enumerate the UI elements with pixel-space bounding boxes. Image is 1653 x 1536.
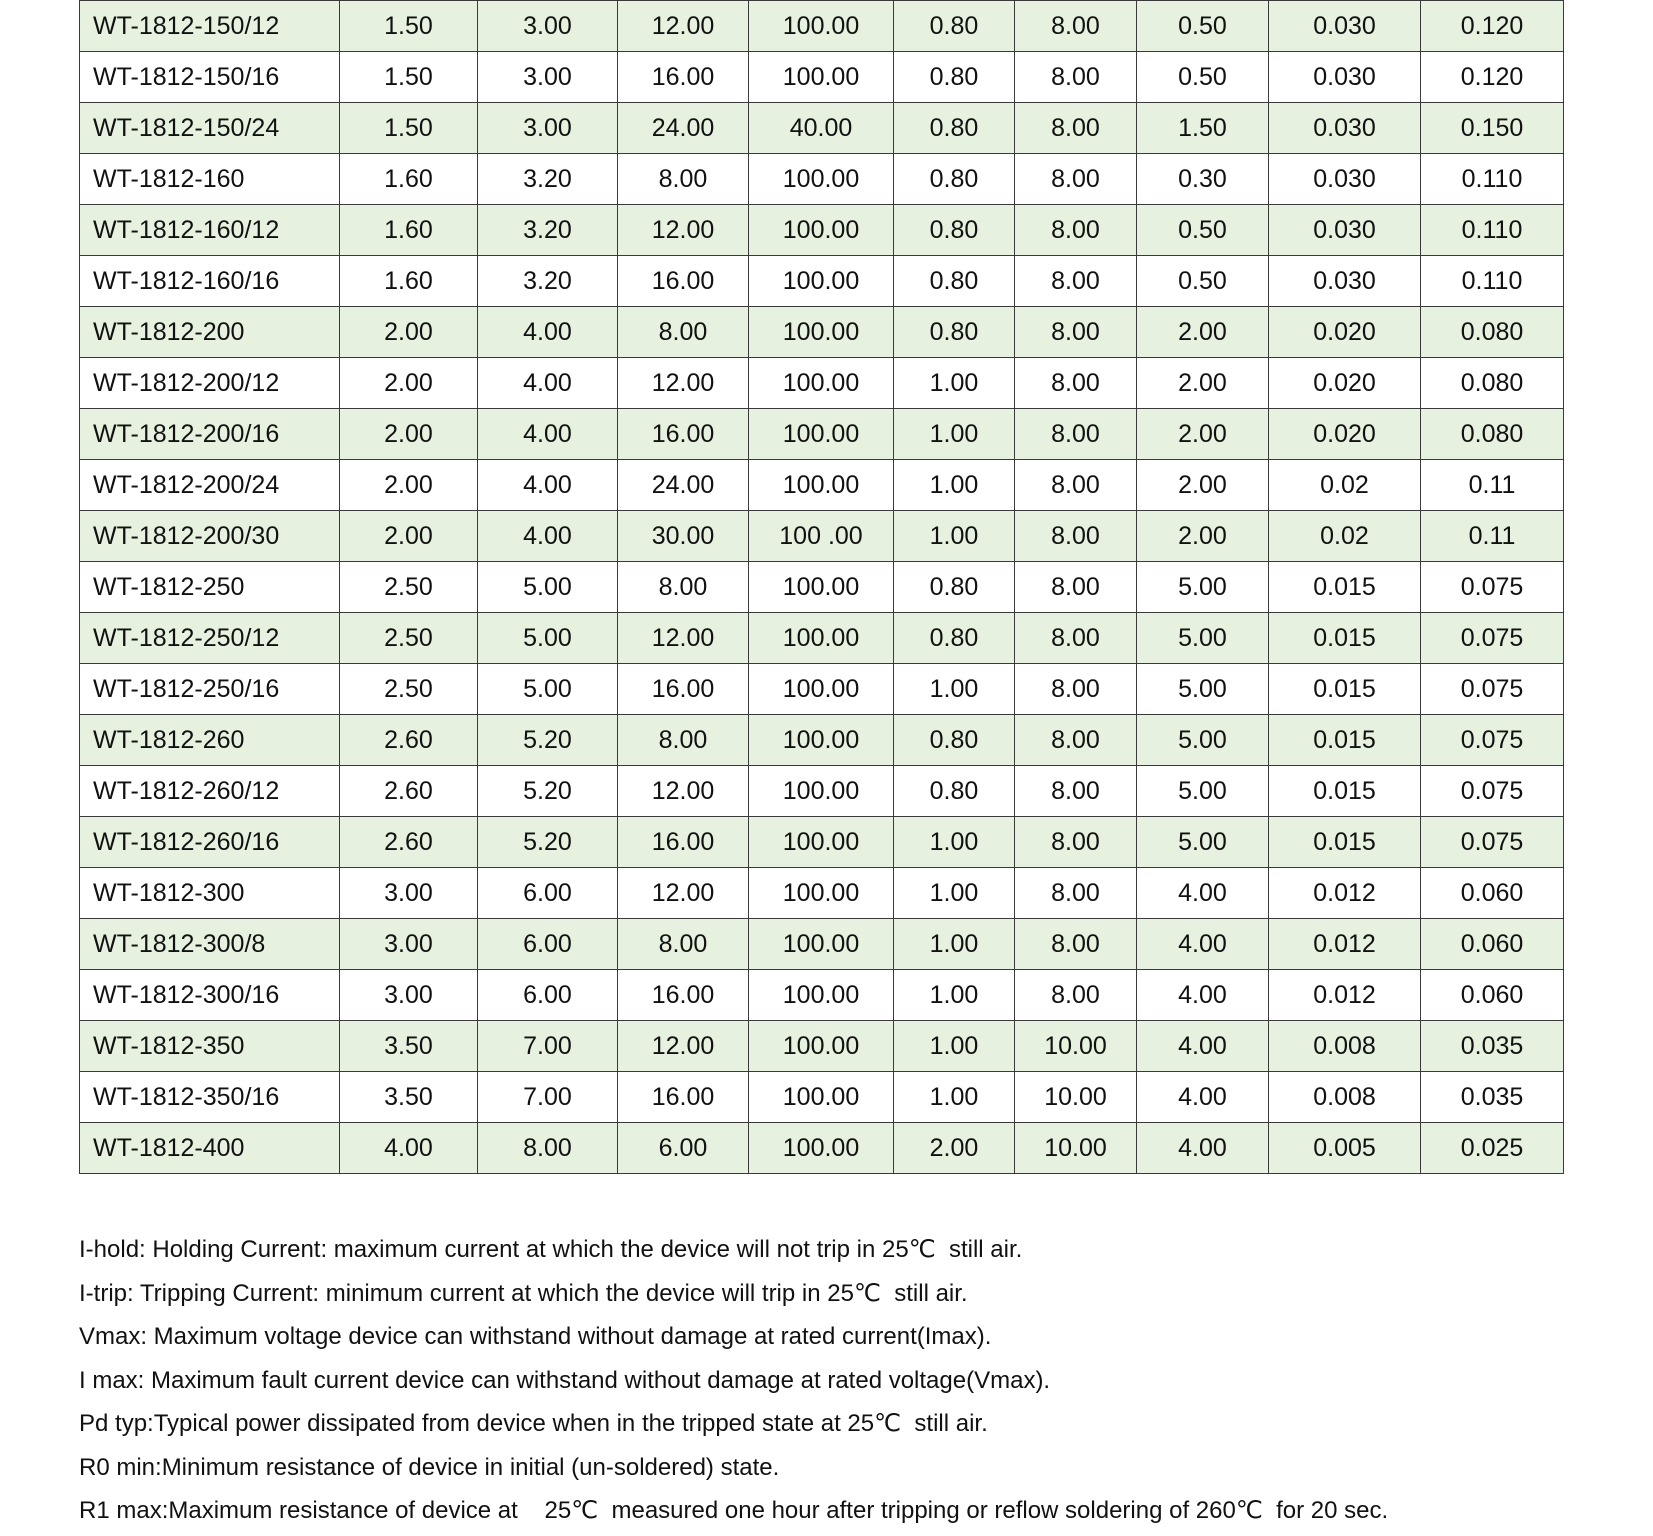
value-cell: 3.00 — [478, 1, 618, 52]
value-cell: 0.075 — [1421, 613, 1564, 664]
table-row — [80, 970, 1564, 1021]
value-cell: 8.00 — [618, 919, 749, 970]
value-cell: 1.50 — [340, 52, 478, 103]
value-cell: 16.00 — [618, 409, 749, 460]
table-row — [80, 205, 1564, 256]
model-cell: WT-1812-350/16 — [80, 1072, 340, 1123]
value-cell: 0.020 — [1269, 307, 1421, 358]
value-cell: 16.00 — [618, 52, 749, 103]
value-cell: 3.20 — [478, 256, 618, 307]
value-cell: 12.00 — [618, 358, 749, 409]
table-row — [80, 1072, 1564, 1123]
table-row — [80, 664, 1564, 715]
value-cell: 3.00 — [478, 52, 618, 103]
value-cell: 5.20 — [478, 817, 618, 868]
value-cell: 100.00 — [749, 205, 894, 256]
value-cell: 3.20 — [478, 205, 618, 256]
value-cell: 0.030 — [1269, 205, 1421, 256]
table-row — [80, 154, 1564, 205]
model-cell: WT-1812-200/24 — [80, 460, 340, 511]
value-cell: 0.80 — [894, 52, 1015, 103]
value-cell: 8.00 — [1015, 613, 1137, 664]
value-cell: 5.00 — [1137, 562, 1269, 613]
model-cell: WT-1812-300 — [80, 868, 340, 919]
value-cell: 5.00 — [478, 562, 618, 613]
table-row — [80, 511, 1564, 562]
value-cell: 8.00 — [1015, 868, 1137, 919]
value-cell: 100.00 — [749, 664, 894, 715]
value-cell: 0.030 — [1269, 154, 1421, 205]
model-cell: WT-1812-260 — [80, 715, 340, 766]
value-cell: 30.00 — [618, 511, 749, 562]
value-cell: 0.015 — [1269, 766, 1421, 817]
value-cell: 2.60 — [340, 766, 478, 817]
value-cell: 16.00 — [618, 256, 749, 307]
value-cell: 16.00 — [618, 970, 749, 1021]
value-cell: 1.50 — [340, 1, 478, 52]
value-cell: 2.00 — [1137, 307, 1269, 358]
value-cell: 8.00 — [618, 562, 749, 613]
value-cell: 0.50 — [1137, 205, 1269, 256]
value-cell: 24.00 — [618, 103, 749, 154]
value-cell: 0.075 — [1421, 817, 1564, 868]
value-cell: 24.00 — [618, 460, 749, 511]
value-cell: 0.015 — [1269, 562, 1421, 613]
value-cell: 2.00 — [340, 358, 478, 409]
table-row — [80, 613, 1564, 664]
table-row — [80, 1, 1564, 52]
value-cell: 0.110 — [1421, 154, 1564, 205]
value-cell: 6.00 — [618, 1123, 749, 1174]
value-cell: 0.11 — [1421, 511, 1564, 562]
value-cell: 100.00 — [749, 766, 894, 817]
model-cell: WT-1812-350 — [80, 1021, 340, 1072]
value-cell: 3.00 — [478, 103, 618, 154]
value-cell: 0.015 — [1269, 715, 1421, 766]
value-cell: 0.110 — [1421, 256, 1564, 307]
value-cell: 0.030 — [1269, 103, 1421, 154]
value-cell: 1.00 — [894, 664, 1015, 715]
model-cell: WT-1812-300/8 — [80, 919, 340, 970]
value-cell: 4.00 — [340, 1123, 478, 1174]
table-row — [80, 562, 1564, 613]
value-cell: 0.075 — [1421, 562, 1564, 613]
value-cell: 3.50 — [340, 1072, 478, 1123]
value-cell: 100.00 — [749, 52, 894, 103]
value-cell: 5.00 — [478, 613, 618, 664]
value-cell: 1.00 — [894, 511, 1015, 562]
value-cell: 0.11 — [1421, 460, 1564, 511]
value-cell: 12.00 — [618, 766, 749, 817]
spec-table — [79, 0, 1564, 1174]
value-cell: 0.50 — [1137, 52, 1269, 103]
value-cell: 0.080 — [1421, 307, 1564, 358]
model-cell: WT-1812-150/16 — [80, 52, 340, 103]
value-cell: 6.00 — [478, 919, 618, 970]
value-cell: 0.80 — [894, 715, 1015, 766]
value-cell: 4.00 — [478, 307, 618, 358]
value-cell: 40.00 — [749, 103, 894, 154]
value-cell: 1.60 — [340, 256, 478, 307]
value-cell: 1.50 — [340, 103, 478, 154]
value-cell: 0.012 — [1269, 919, 1421, 970]
value-cell: 2.00 — [340, 409, 478, 460]
value-cell: 10.00 — [1015, 1072, 1137, 1123]
value-cell: 0.80 — [894, 766, 1015, 817]
value-cell: 0.030 — [1269, 1, 1421, 52]
value-cell: 8.00 — [1015, 664, 1137, 715]
value-cell: 0.030 — [1269, 256, 1421, 307]
value-cell: 8.00 — [1015, 511, 1137, 562]
value-cell: 8.00 — [618, 154, 749, 205]
value-cell: 5.00 — [1137, 613, 1269, 664]
value-cell: 4.00 — [478, 511, 618, 562]
table-row — [80, 103, 1564, 154]
table-row — [80, 766, 1564, 817]
value-cell: 5.00 — [1137, 664, 1269, 715]
model-cell: WT-1812-160 — [80, 154, 340, 205]
value-cell: 100.00 — [749, 307, 894, 358]
value-cell: 100.00 — [749, 154, 894, 205]
value-cell: 10.00 — [1015, 1021, 1137, 1072]
table-row — [80, 817, 1564, 868]
value-cell: 0.50 — [1137, 256, 1269, 307]
value-cell: 8.00 — [1015, 970, 1137, 1021]
value-cell: 8.00 — [1015, 154, 1137, 205]
value-cell: 100.00 — [749, 919, 894, 970]
value-cell: 0.02 — [1269, 511, 1421, 562]
value-cell: 1.00 — [894, 970, 1015, 1021]
model-cell: WT-1812-200/30 — [80, 511, 340, 562]
note-line: Pd typ:Typical power dissipated from device when in the tripped state at 25℃ still air. — [79, 1410, 988, 1437]
value-cell: 4.00 — [1137, 868, 1269, 919]
value-cell: 100 .00 — [749, 511, 894, 562]
note-line: I-hold: Holding Current: maximum current at which the device will not trip in 25℃ still air. — [79, 1236, 1023, 1263]
value-cell: 12.00 — [618, 868, 749, 919]
value-cell: 16.00 — [618, 817, 749, 868]
model-cell: WT-1812-200 — [80, 307, 340, 358]
value-cell: 1.60 — [340, 154, 478, 205]
value-cell: 10.00 — [1015, 1123, 1137, 1174]
value-cell: 4.00 — [478, 460, 618, 511]
value-cell: 8.00 — [1015, 256, 1137, 307]
value-cell: 0.035 — [1421, 1021, 1564, 1072]
table-row — [80, 715, 1564, 766]
value-cell: 5.00 — [1137, 817, 1269, 868]
value-cell: 0.120 — [1421, 1, 1564, 52]
value-cell: 0.030 — [1269, 52, 1421, 103]
value-cell: 8.00 — [618, 715, 749, 766]
value-cell: 3.00 — [340, 919, 478, 970]
value-cell: 0.30 — [1137, 154, 1269, 205]
value-cell: 0.075 — [1421, 664, 1564, 715]
value-cell: 16.00 — [618, 664, 749, 715]
value-cell: 7.00 — [478, 1072, 618, 1123]
value-cell: 5.00 — [1137, 766, 1269, 817]
value-cell: 0.015 — [1269, 613, 1421, 664]
value-cell: 0.075 — [1421, 715, 1564, 766]
value-cell: 0.015 — [1269, 664, 1421, 715]
note-line: I-trip: Tripping Current: minimum current at which the device will trip in 25℃ still air. — [79, 1279, 968, 1307]
value-cell: 8.00 — [1015, 817, 1137, 868]
note-line: R0 min:Minimum resistance of device in initial (un-soldered) state. — [79, 1453, 780, 1481]
value-cell: 5.00 — [478, 664, 618, 715]
value-cell: 3.50 — [340, 1021, 478, 1072]
value-cell: 5.20 — [478, 715, 618, 766]
value-cell: 100.00 — [749, 613, 894, 664]
value-cell: 8.00 — [478, 1123, 618, 1174]
value-cell: 8.00 — [1015, 715, 1137, 766]
value-cell: 0.075 — [1421, 766, 1564, 817]
value-cell: 2.00 — [340, 307, 478, 358]
value-cell: 8.00 — [618, 307, 749, 358]
value-cell: 2.00 — [1137, 511, 1269, 562]
value-cell: 0.020 — [1269, 409, 1421, 460]
value-cell: 12.00 — [618, 205, 749, 256]
table-row — [80, 307, 1564, 358]
value-cell: 4.00 — [478, 409, 618, 460]
value-cell: 0.035 — [1421, 1072, 1564, 1123]
value-cell: 2.00 — [894, 1123, 1015, 1174]
note-line: I max: Maximum fault current device can withstand without damage at rated voltage(Vmax). — [79, 1366, 1051, 1394]
value-cell: 100.00 — [749, 358, 894, 409]
value-cell: 0.80 — [894, 103, 1015, 154]
value-cell: 4.00 — [478, 358, 618, 409]
value-cell: 0.80 — [894, 256, 1015, 307]
value-cell: 4.00 — [1137, 919, 1269, 970]
value-cell: 12.00 — [618, 613, 749, 664]
value-cell: 0.008 — [1269, 1072, 1421, 1123]
value-cell: 0.120 — [1421, 52, 1564, 103]
value-cell: 2.50 — [340, 562, 478, 613]
value-cell: 1.00 — [894, 817, 1015, 868]
value-cell: 8.00 — [1015, 205, 1137, 256]
model-cell: WT-1812-260/16 — [80, 817, 340, 868]
table-body — [80, 1, 1564, 1174]
value-cell: 0.060 — [1421, 868, 1564, 919]
table-row — [80, 1123, 1564, 1174]
value-cell: 2.60 — [340, 817, 478, 868]
model-cell: WT-1812-260/12 — [80, 766, 340, 817]
value-cell: 100.00 — [749, 562, 894, 613]
value-cell: 100.00 — [749, 1072, 894, 1123]
table-row — [80, 256, 1564, 307]
value-cell: 2.50 — [340, 613, 478, 664]
value-cell: 2.00 — [340, 511, 478, 562]
value-cell: 8.00 — [1015, 307, 1137, 358]
value-cell: 0.015 — [1269, 817, 1421, 868]
value-cell: 100.00 — [749, 409, 894, 460]
model-cell: WT-1812-160/12 — [80, 205, 340, 256]
value-cell: 1.50 — [1137, 103, 1269, 154]
model-cell: WT-1812-250/16 — [80, 664, 340, 715]
model-cell: WT-1812-160/16 — [80, 256, 340, 307]
value-cell: 12.00 — [618, 1021, 749, 1072]
value-cell: 0.02 — [1269, 460, 1421, 511]
value-cell: 8.00 — [1015, 562, 1137, 613]
value-cell: 8.00 — [1015, 358, 1137, 409]
value-cell: 0.012 — [1269, 868, 1421, 919]
table-row — [80, 52, 1564, 103]
table-row — [80, 409, 1564, 460]
value-cell: 0.080 — [1421, 358, 1564, 409]
value-cell: 12.00 — [618, 1, 749, 52]
value-cell: 0.060 — [1421, 919, 1564, 970]
model-cell: WT-1812-150/24 — [80, 103, 340, 154]
table-row — [80, 358, 1564, 409]
value-cell: 3.00 — [340, 970, 478, 1021]
value-cell: 8.00 — [1015, 766, 1137, 817]
value-cell: 0.80 — [894, 154, 1015, 205]
value-cell: 4.00 — [1137, 1021, 1269, 1072]
value-cell: 1.00 — [894, 868, 1015, 919]
value-cell: 100.00 — [749, 1, 894, 52]
value-cell: 1.00 — [894, 1021, 1015, 1072]
model-cell: WT-1812-200/16 — [80, 409, 340, 460]
value-cell: 0.80 — [894, 613, 1015, 664]
value-cell: 3.20 — [478, 154, 618, 205]
value-cell: 100.00 — [749, 1123, 894, 1174]
value-cell: 1.00 — [894, 1072, 1015, 1123]
value-cell: 0.80 — [894, 562, 1015, 613]
notes-section — [79, 1228, 1619, 1533]
value-cell: 4.00 — [1137, 1123, 1269, 1174]
value-cell: 1.60 — [340, 205, 478, 256]
value-cell: 0.110 — [1421, 205, 1564, 256]
value-cell: 2.00 — [340, 460, 478, 511]
value-cell: 0.025 — [1421, 1123, 1564, 1174]
value-cell: 1.00 — [894, 358, 1015, 409]
note-line: R1 max:Maximum resistance of device at 25℃ measured one hour after tripping or reflow soldering of 260℃ for 20 sec. — [79, 1497, 1389, 1524]
table-row — [80, 1021, 1564, 1072]
value-cell: 0.008 — [1269, 1021, 1421, 1072]
value-cell: 4.00 — [1137, 970, 1269, 1021]
value-cell: 3.00 — [340, 868, 478, 919]
value-cell: 5.20 — [478, 766, 618, 817]
model-cell: WT-1812-250 — [80, 562, 340, 613]
value-cell: 2.00 — [1137, 358, 1269, 409]
value-cell: 0.80 — [894, 307, 1015, 358]
model-cell: WT-1812-400 — [80, 1123, 340, 1174]
value-cell: 2.60 — [340, 715, 478, 766]
value-cell: 0.080 — [1421, 409, 1564, 460]
value-cell: 2.00 — [1137, 409, 1269, 460]
value-cell: 16.00 — [618, 1072, 749, 1123]
model-cell: WT-1812-200/12 — [80, 358, 340, 409]
value-cell: 100.00 — [749, 868, 894, 919]
value-cell: 100.00 — [749, 460, 894, 511]
value-cell: 1.00 — [894, 919, 1015, 970]
value-cell: 8.00 — [1015, 919, 1137, 970]
value-cell: 8.00 — [1015, 103, 1137, 154]
value-cell: 8.00 — [1015, 52, 1137, 103]
value-cell: 8.00 — [1015, 460, 1137, 511]
value-cell: 100.00 — [749, 970, 894, 1021]
value-cell: 0.150 — [1421, 103, 1564, 154]
value-cell: 2.50 — [340, 664, 478, 715]
value-cell: 1.00 — [894, 409, 1015, 460]
value-cell: 0.80 — [894, 205, 1015, 256]
value-cell: 8.00 — [1015, 1, 1137, 52]
table-row — [80, 919, 1564, 970]
value-cell: 100.00 — [749, 715, 894, 766]
value-cell: 6.00 — [478, 868, 618, 919]
value-cell: 4.00 — [1137, 1072, 1269, 1123]
value-cell: 0.005 — [1269, 1123, 1421, 1174]
value-cell: 0.012 — [1269, 970, 1421, 1021]
value-cell: 100.00 — [749, 1021, 894, 1072]
value-cell: 8.00 — [1015, 409, 1137, 460]
value-cell: 2.00 — [1137, 460, 1269, 511]
model-cell: WT-1812-250/12 — [80, 613, 340, 664]
table-row — [80, 868, 1564, 919]
value-cell: 100.00 — [749, 256, 894, 307]
value-cell: 0.060 — [1421, 970, 1564, 1021]
value-cell: 7.00 — [478, 1021, 618, 1072]
value-cell: 0.50 — [1137, 1, 1269, 52]
model-cell: WT-1812-300/16 — [80, 970, 340, 1021]
table-row — [80, 460, 1564, 511]
note-line: Vmax: Maximum voltage device can withstand without damage at rated current(Imax). — [79, 1323, 992, 1350]
value-cell: 100.00 — [749, 817, 894, 868]
value-cell: 1.00 — [894, 460, 1015, 511]
value-cell: 0.80 — [894, 1, 1015, 52]
value-cell: 0.020 — [1269, 358, 1421, 409]
value-cell: 6.00 — [478, 970, 618, 1021]
value-cell: 5.00 — [1137, 715, 1269, 766]
model-cell: WT-1812-150/12 — [80, 1, 340, 52]
